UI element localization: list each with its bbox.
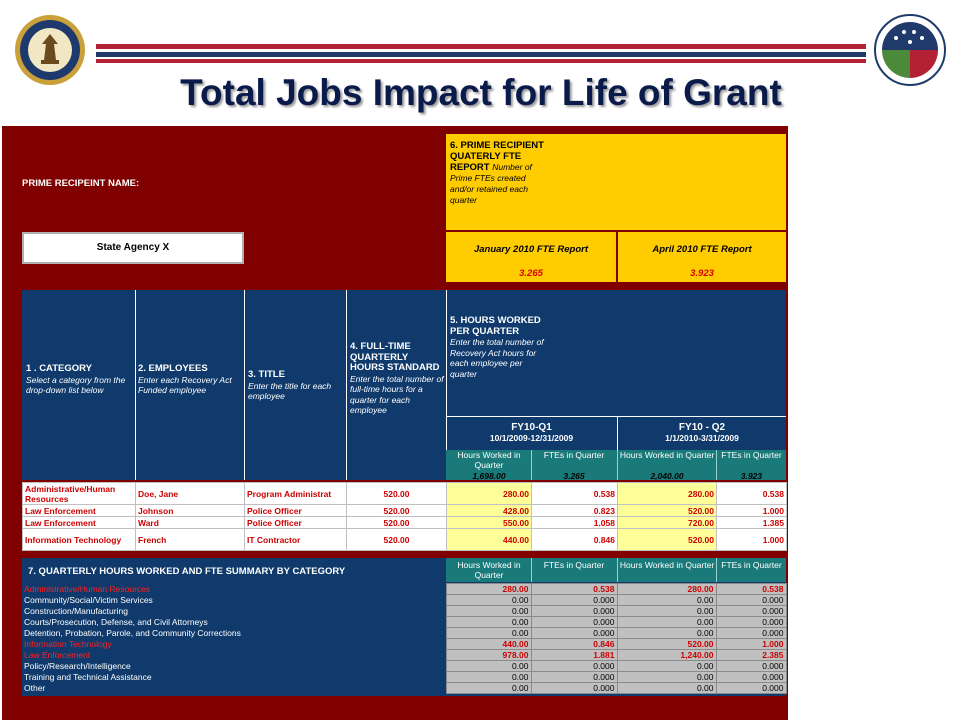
summary-row	[22, 650, 786, 661]
row-employee[interactable]: Ward	[136, 517, 245, 529]
summary-q2-fte: 0.000	[716, 617, 786, 628]
row-q2-hours[interactable]: 520.00	[618, 505, 717, 517]
summary-category: Other	[24, 683, 46, 693]
summary-q1-hours-head: Hours Worked in Quarter	[457, 560, 521, 580]
col4-heading: 4. FULL-TIME QUARTERLY HOURS STANDARD	[350, 341, 440, 373]
row-category[interactable]: Law Enforcement	[23, 505, 136, 517]
row-q2-fte: 1.385	[717, 517, 787, 529]
row-category[interactable]: Administrative/Human Resources	[23, 483, 136, 505]
summary-category: Detention, Probation, Parole, and Community Corrections	[24, 628, 241, 638]
column-title-header	[248, 370, 344, 402]
summary-row	[22, 639, 786, 650]
col1-heading: 1 . CATEGORY	[26, 363, 92, 374]
q1-fte-total: 3.265	[563, 471, 585, 481]
row-category[interactable]: Law Enforcement	[23, 517, 136, 529]
summary-q2-hours: 0.00	[617, 672, 716, 683]
row-title[interactable]: Program Administrat	[245, 483, 347, 505]
summary-q1-fte: 0.000	[531, 672, 617, 683]
summary-q1-hours: 0.00	[446, 628, 531, 639]
summary-q1-fte-head: FTEs in Quarter	[543, 560, 605, 570]
summary-title: 7. QUARTERLY HOURS WORKED AND FTE SUMMARY BY CATEGORY	[28, 566, 346, 577]
summary-row	[22, 661, 786, 672]
summary-q1-hours: 0.00	[446, 595, 531, 606]
summary-q2-fte: 0.538	[716, 584, 786, 595]
summary-q2-hours: 0.00	[617, 617, 716, 628]
summary-q2-fte: 0.000	[716, 595, 786, 606]
summary-q1-fte: 0.000	[531, 617, 617, 628]
summary-category: Courts/Prosecution, Defense, and Civil Attorneys	[24, 617, 208, 627]
summary-q2-fte: 0.000	[716, 606, 786, 617]
summary-q1-hours: 0.00	[446, 606, 531, 617]
summary-q1-fte: 1.881	[531, 650, 617, 661]
summary-q1-fte: 0.000	[531, 628, 617, 639]
summary-q2-fte: 0.000	[716, 672, 786, 683]
row-q1-hours[interactable]: 440.00	[447, 529, 532, 551]
row-q1-fte: 0.823	[532, 505, 618, 517]
row-q1-hours[interactable]: 428.00	[447, 505, 532, 517]
summary-q2-hours: 1,240.00	[617, 650, 716, 661]
row-title[interactable]: Police Officer	[245, 517, 347, 529]
summary-row	[22, 606, 786, 617]
summary-q1-hours: 0.00	[446, 617, 531, 628]
summary-row	[22, 672, 786, 683]
q2-fte-head: FTEs in Quarter	[721, 450, 782, 460]
summary-q1-hours: 978.00	[446, 650, 531, 661]
divider	[244, 290, 245, 480]
summary-q1-hours: 280.00	[446, 584, 531, 595]
row-standard[interactable]: 520.00	[347, 483, 447, 505]
divider	[446, 416, 786, 417]
section6-subtext: Number of Prime FTEs created and/or retained each quarter	[450, 162, 532, 205]
summary-q2-fte-head: FTEs in Quarter	[721, 560, 782, 570]
row-employee[interactable]: Doe, Jane	[136, 483, 245, 505]
summary-category: Community/Social/Victim Services	[24, 595, 153, 605]
report-january	[446, 232, 616, 282]
column-standard-header	[350, 342, 444, 416]
row-q1-hours[interactable]: 550.00	[447, 517, 532, 529]
divider	[135, 290, 136, 480]
report-april-value: 3.923	[690, 268, 714, 279]
col3-heading: 3. TITLE	[248, 369, 285, 380]
summary-q2-hours: 280.00	[617, 584, 716, 595]
summary-row	[22, 584, 786, 595]
summary-row	[22, 595, 786, 606]
summary-q2-hours: 520.00	[617, 639, 716, 650]
summary-category: Training and Technical Assistance	[24, 672, 152, 682]
quarter2-range: 1/1/2010-3/31/2009	[665, 433, 739, 443]
row-q1-fte: 0.538	[532, 483, 618, 505]
summary-category: Administrative/Human Resources	[24, 584, 151, 594]
recovery-gov-logo	[874, 14, 946, 86]
q1-fte-head: FTEs in Quarter	[543, 450, 605, 460]
q1-hours-total: 1,698.00	[472, 471, 506, 481]
row-q1-hours[interactable]: 280.00	[447, 483, 532, 505]
quarter2-header	[618, 422, 786, 444]
divider	[346, 290, 347, 480]
summary-q1-fte: 0.000	[531, 683, 617, 694]
row-q2-hours[interactable]: 280.00	[618, 483, 717, 505]
summary-q1-hours: 0.00	[446, 683, 531, 694]
summary-q1-hours: 0.00	[446, 661, 531, 672]
q2-hours-head: Hours Worked in Quarter	[619, 450, 715, 460]
row-q2-fte: 1.000	[717, 505, 787, 517]
row-q1-fte: 1.058	[532, 517, 618, 529]
quarter2-label: FY10 - Q2	[678, 422, 726, 433]
summary-q1-fte: 0.538	[531, 584, 617, 595]
page-title: Total Jobs Impact for Life of Grant	[180, 72, 782, 113]
row-standard[interactable]: 520.00	[347, 517, 447, 529]
report-january-title: January 2010 FTE Report	[473, 244, 589, 255]
summary-row	[22, 683, 786, 694]
table-row	[23, 517, 787, 529]
row-category[interactable]: Information Technology	[23, 529, 136, 551]
col3-sub: Enter the title for each employee	[248, 380, 332, 401]
summary-q2-hours-head: Hours Worked in Quarter	[619, 560, 715, 570]
summary-q2-fte: 0.000	[716, 628, 786, 639]
summary-category: Construction/Manufacturing	[24, 606, 128, 616]
row-employee[interactable]: French	[136, 529, 245, 551]
col5-sub: Enter the total number of Recovery Act hours for each employee per quarter	[450, 337, 544, 379]
header-stripe	[96, 59, 866, 63]
table-row	[23, 529, 787, 551]
row-q2-fte: 1.000	[717, 529, 787, 551]
quarter1-label: FY10-Q1	[511, 422, 552, 433]
summary-row	[22, 617, 786, 628]
quarter1-header	[446, 422, 617, 444]
summary-q1-hours: 440.00	[446, 639, 531, 650]
col2-heading: 2. EMPLOYEES	[138, 363, 208, 374]
prime-recipient-name-field[interactable]: State Agency X	[22, 232, 244, 264]
row-title[interactable]: Police Officer	[245, 505, 347, 517]
summary-q1-fte: 0.000	[531, 606, 617, 617]
report-april-title: April 2010 FTE Report	[652, 244, 752, 255]
summary-row	[22, 628, 786, 639]
summary-q2-hours: 0.00	[617, 661, 716, 672]
table-row	[23, 505, 787, 517]
row-title[interactable]: IT Contractor	[245, 529, 347, 551]
summary-q1-fte: 0.000	[531, 595, 617, 606]
row-q2-hours[interactable]: 720.00	[618, 517, 717, 529]
summary-category: Law Enforcement	[24, 650, 91, 660]
doj-seal-logo	[14, 14, 86, 86]
q1-hours-head: Hours Worked in Quarter	[457, 450, 521, 470]
summary-q2-fte: 2.385	[716, 650, 786, 661]
col4-sub: Enter the total number of full-time hours for a quarter for each employee	[350, 373, 444, 415]
q2-hours-total: 2,040.00	[650, 471, 684, 481]
summary-q2-fte: 0.000	[716, 683, 786, 694]
section6-text	[450, 140, 550, 206]
summary-q2-fte: 0.000	[716, 661, 786, 672]
summary-q2-hours: 0.00	[617, 595, 716, 606]
col2-sub: Enter each Recovery Act Funded employee	[138, 374, 232, 395]
summary-q1-fte: 0.846	[531, 639, 617, 650]
row-q1-fte: 0.846	[532, 529, 618, 551]
column-hours-header	[450, 316, 550, 379]
prime-recipient-label: PRIME RECIPEINT NAME:	[22, 178, 140, 189]
table-row	[23, 483, 787, 505]
report-april	[618, 232, 786, 282]
employee-table	[22, 482, 787, 551]
col5-heading: 5. HOURS WORKED PER QUARTER	[450, 315, 541, 337]
row-q2-hours[interactable]: 520.00	[618, 529, 717, 551]
q2-fte-total: 3.923	[740, 471, 763, 481]
row-standard[interactable]: 520.00	[347, 529, 447, 551]
summary-q1-hours: 0.00	[446, 672, 531, 683]
section6-heading: 6. PRIME RECIPIENT QUATERLY FTE REPORT	[450, 140, 544, 173]
quarter1-range: 10/1/2009-12/31/2009	[489, 433, 574, 443]
row-employee[interactable]: Johnson	[136, 505, 245, 517]
report-january-value: 3.265	[519, 268, 543, 279]
summary-table	[22, 583, 787, 694]
row-q2-fte: 0.538	[717, 483, 787, 505]
column-employees-header	[138, 364, 242, 396]
summary-q2-hours: 0.00	[617, 683, 716, 694]
row-standard[interactable]: 520.00	[347, 505, 447, 517]
summary-category: Information Technology	[24, 639, 112, 649]
summary-q1-fte: 0.000	[531, 661, 617, 672]
summary-q2-hours: 0.00	[617, 628, 716, 639]
summary-q2-hours: 0.00	[617, 606, 716, 617]
summary-category: Policy/Research/Intelligence	[24, 661, 131, 671]
col1-sub: Select a category from the drop-down list below	[26, 374, 126, 395]
summary-q2-fte: 1.000	[716, 639, 786, 650]
column-category-header	[26, 364, 134, 396]
